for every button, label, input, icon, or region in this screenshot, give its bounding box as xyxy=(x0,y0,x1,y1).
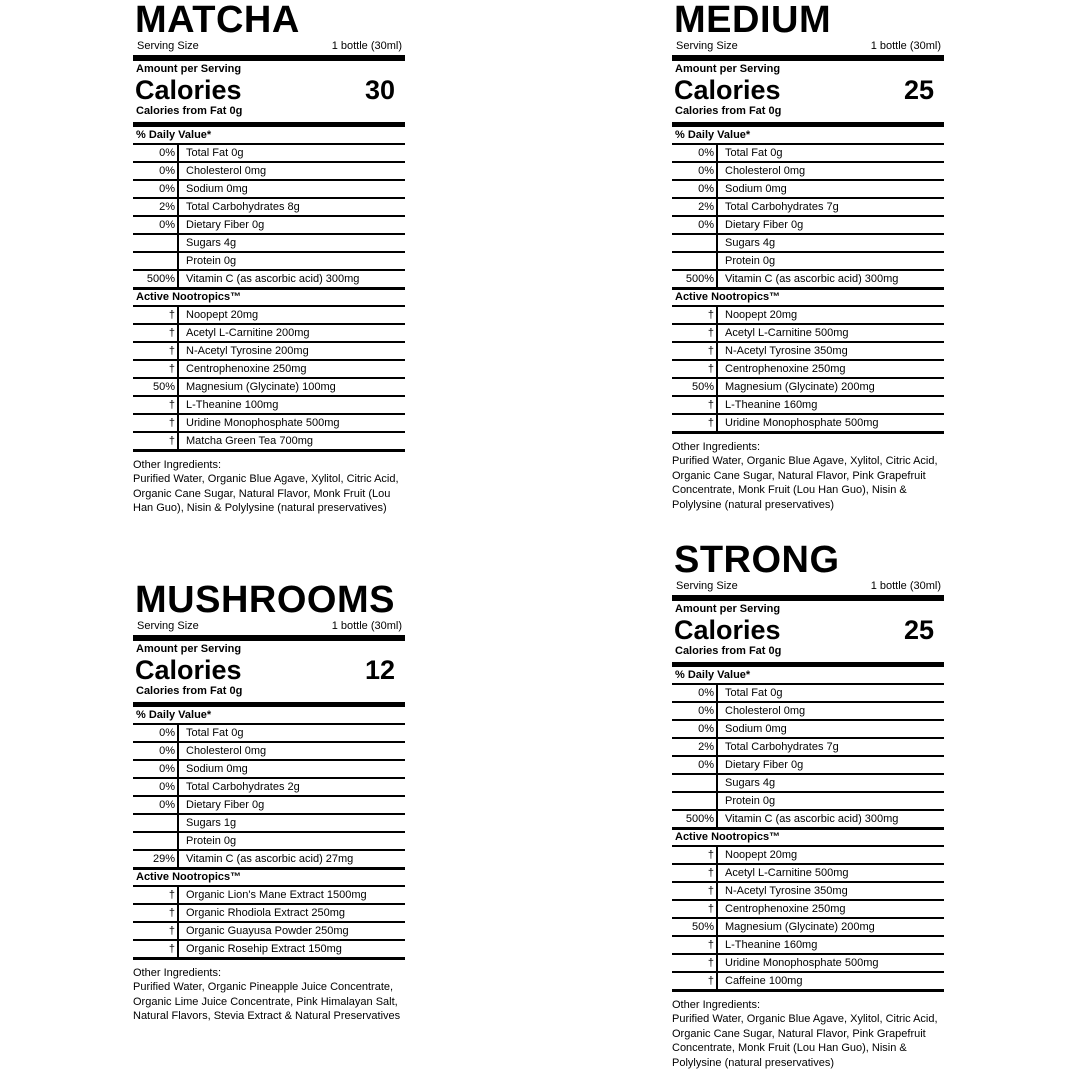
serving-size-value: 1 bottle (30ml) xyxy=(331,620,402,632)
nutrient-row xyxy=(133,199,405,217)
ingredient-name: Total Fat 0g xyxy=(725,147,783,159)
nutrient-row xyxy=(672,721,944,739)
ingredient-name: Centrophenoxine 250mg xyxy=(725,903,846,915)
daily-value-percent: 500% xyxy=(672,811,718,827)
daily-value-percent: † xyxy=(672,307,718,323)
amount-per-serving-label: Amount per Serving xyxy=(136,643,242,655)
daily-value-percent: 50% xyxy=(672,379,718,395)
daily-value-header: % Daily Value* xyxy=(133,707,405,725)
ingredient-name: Acetyl L-Carnitine 500mg xyxy=(725,327,849,339)
daily-value-percent: † xyxy=(672,361,718,377)
nootropic-row xyxy=(672,883,944,901)
daily-value-percent: 50% xyxy=(133,379,179,395)
ingredient-name: Protein 0g xyxy=(725,795,776,807)
nutrient-row xyxy=(133,271,405,290)
ingredient-name: L-Theanine 160mg xyxy=(725,399,818,411)
daily-value-percent: † xyxy=(133,923,179,939)
ingredient-name: Total Fat 0g xyxy=(725,687,783,699)
daily-value-percent: † xyxy=(133,433,179,449)
serving-size-label: Serving Size xyxy=(137,620,199,632)
daily-value-percent: † xyxy=(133,361,179,377)
ingredient-name: Cholesterol 0mg xyxy=(186,745,267,757)
daily-value-percent: † xyxy=(133,887,179,903)
ingredient-name: Acetyl L-Carnitine 500mg xyxy=(725,867,849,879)
daily-value-percent: 29% xyxy=(133,851,179,867)
calories-value: 25 xyxy=(903,615,934,645)
other-ingredients-text: Purified Water, Organic Blue Agave, Xylitol, Citric Acid, Organic Cane Sugar, Natural Flavor, Monk Fruit (Lou Han Guo), Nisin & Polylysine (natural preservatives) xyxy=(133,473,399,514)
daily-value-percent: 500% xyxy=(672,271,718,287)
nootropic-row xyxy=(133,307,405,325)
ingredient-name: Noopept 20mg xyxy=(725,309,798,321)
nootropic-row xyxy=(672,415,944,434)
nootropic-rows xyxy=(672,307,944,434)
serving-size-label: Serving Size xyxy=(676,40,738,52)
daily-value-percent: 0% xyxy=(133,797,179,813)
nutrient-row xyxy=(672,163,944,181)
nutrient-row xyxy=(133,815,405,833)
ingredient-name: Sodium 0mg xyxy=(186,183,248,195)
daily-value-percent: † xyxy=(133,905,179,921)
amount-per-serving-label: Amount per Serving xyxy=(675,63,781,75)
ingredient-name: Sugars 4g xyxy=(725,777,776,789)
nutrient-row xyxy=(672,793,944,811)
ingredient-name: Vitamin C (as ascorbic acid) 300mg xyxy=(725,813,899,825)
nootropics-header: Active Nootropics™ xyxy=(133,870,405,887)
daily-value-header: % Daily Value* xyxy=(133,127,405,145)
daily-value-percent: † xyxy=(672,883,718,899)
nootropic-row xyxy=(133,325,405,343)
nutrient-row xyxy=(133,743,405,761)
daily-value-percent: 0% xyxy=(672,685,718,701)
nutrient-row xyxy=(133,725,405,743)
nutrient-row xyxy=(672,145,944,163)
nootropic-row xyxy=(133,361,405,379)
nootropic-row xyxy=(672,955,944,973)
calories-from-fat: Calories from Fat 0g xyxy=(136,105,243,117)
daily-value-percent xyxy=(133,815,179,831)
nootropic-row xyxy=(672,901,944,919)
other-ingredients-label: Other Ingredients: xyxy=(133,459,222,471)
other-ingredients-text: Purified Water, Organic Blue Agave, Xylitol, Citric Acid, Organic Cane Sugar, Natural Flavor, Pink Grapefruit Concentrate, Monk Fruit (Lou Han Guo), Nisin & Polylysine (natural preservatives) xyxy=(672,1013,938,1069)
panel-title: STRONG xyxy=(674,539,840,581)
daily-value-percent xyxy=(672,793,718,809)
serving-size-value: 1 bottle (30ml) xyxy=(870,40,941,52)
ingredient-name: Protein 0g xyxy=(186,835,237,847)
ingredient-name: Matcha Green Tea 700mg xyxy=(186,435,313,447)
nootropic-row xyxy=(133,343,405,361)
nootropic-row xyxy=(672,919,944,937)
ingredient-name: Dietary Fiber 0g xyxy=(186,219,265,231)
ingredient-name: Cholesterol 0mg xyxy=(725,165,806,177)
daily-value-percent: † xyxy=(133,325,179,341)
ingredient-name: Uridine Monophosphate 500mg xyxy=(725,417,879,429)
nootropic-row xyxy=(672,307,944,325)
nutrient-row xyxy=(672,775,944,793)
calories-label: Calories xyxy=(135,655,242,685)
daily-value-percent: 0% xyxy=(133,725,179,741)
nutrient-row xyxy=(133,797,405,815)
daily-value-percent: † xyxy=(133,941,179,957)
ingredient-name: Sugars 4g xyxy=(186,237,237,249)
ingredient-name: Sodium 0mg xyxy=(186,763,248,775)
nootropic-rows xyxy=(133,307,405,452)
nutrient-row xyxy=(672,199,944,217)
ingredient-name: Noopept 20mg xyxy=(725,849,798,861)
nootropic-row xyxy=(672,343,944,361)
daily-value-percent: † xyxy=(672,955,718,971)
nutrition-panel-medium xyxy=(672,0,944,512)
ingredient-name: Centrophenoxine 250mg xyxy=(725,363,846,375)
nootropic-row xyxy=(133,905,405,923)
ingredient-name: Sodium 0mg xyxy=(725,723,787,735)
nutrient-row xyxy=(672,271,944,290)
nutrient-row xyxy=(672,685,944,703)
nootropic-row xyxy=(133,941,405,960)
daily-value-percent: 0% xyxy=(672,163,718,179)
calories-row xyxy=(672,616,944,645)
ingredient-name: N-Acetyl Tyrosine 350mg xyxy=(725,345,848,357)
nutrient-row xyxy=(133,253,405,271)
ingredient-name: Cholesterol 0mg xyxy=(725,705,806,717)
nutrient-row xyxy=(672,181,944,199)
nutrient-row xyxy=(133,779,405,797)
nootropics-header: Active Nootropics™ xyxy=(133,290,405,307)
daily-value-percent: 0% xyxy=(133,761,179,777)
daily-value-percent: † xyxy=(133,415,179,431)
calories-row xyxy=(133,76,405,105)
nootropics-header: Active Nootropics™ xyxy=(672,830,944,847)
calories-value: 30 xyxy=(364,75,395,105)
serving-size-row xyxy=(133,620,405,635)
daily-value-percent: 0% xyxy=(672,703,718,719)
ingredient-name: Vitamin C (as ascorbic acid) 27mg xyxy=(186,853,354,865)
ingredient-name: L-Theanine 100mg xyxy=(186,399,279,411)
nootropic-row xyxy=(672,973,944,992)
daily-value-percent: 0% xyxy=(133,217,179,233)
ingredient-name: Vitamin C (as ascorbic acid) 300mg xyxy=(725,273,899,285)
nutrient-row xyxy=(672,217,944,235)
nutrient-rows xyxy=(672,145,944,290)
daily-value-percent xyxy=(672,775,718,791)
daily-value-percent: † xyxy=(672,325,718,341)
daily-value-percent: 0% xyxy=(133,181,179,197)
daily-value-percent: 500% xyxy=(133,271,179,287)
serving-size-value: 1 bottle (30ml) xyxy=(870,580,941,592)
daily-value-percent: † xyxy=(672,343,718,359)
nutrient-row xyxy=(672,811,944,830)
nootropic-rows xyxy=(672,847,944,992)
calories-row xyxy=(133,656,405,685)
nutrient-row xyxy=(133,217,405,235)
nootropic-row xyxy=(672,397,944,415)
serving-size-row xyxy=(133,40,405,55)
nutrient-rows xyxy=(672,685,944,830)
ingredient-name: N-Acetyl Tyrosine 350mg xyxy=(725,885,848,897)
amount-per-serving-label: Amount per Serving xyxy=(675,603,781,615)
nutrient-row xyxy=(133,833,405,851)
other-ingredients-label: Other Ingredients: xyxy=(672,441,761,453)
nootropic-row xyxy=(133,379,405,397)
daily-value-percent: 0% xyxy=(672,721,718,737)
nootropic-row xyxy=(672,379,944,397)
daily-value-percent: 0% xyxy=(672,145,718,161)
daily-value-percent: 0% xyxy=(133,779,179,795)
ingredient-name: Noopept 20mg xyxy=(186,309,259,321)
nutrient-row xyxy=(133,851,405,870)
ingredient-name: Protein 0g xyxy=(725,255,776,267)
daily-value-percent: † xyxy=(133,343,179,359)
nootropic-row xyxy=(672,847,944,865)
ingredient-name: Sugars 1g xyxy=(186,817,237,829)
nutrient-row xyxy=(133,761,405,779)
daily-value-percent xyxy=(672,235,718,251)
ingredient-name: Vitamin C (as ascorbic acid) 300mg xyxy=(186,273,360,285)
ingredient-name: Total Carbohydrates 7g xyxy=(725,201,839,213)
nutrient-row xyxy=(133,145,405,163)
nutrient-row xyxy=(672,703,944,721)
nootropic-row xyxy=(672,325,944,343)
ingredient-name: Organic Guayusa Powder 250mg xyxy=(186,925,349,937)
ingredient-name: Magnesium (Glycinate) 100mg xyxy=(186,381,336,393)
nutrient-row xyxy=(133,163,405,181)
ingredient-name: Organic Lion's Mane Extract 1500mg xyxy=(186,889,367,901)
ingredient-name: Organic Rhodiola Extract 250mg xyxy=(186,907,345,919)
nutrition-panel-strong xyxy=(672,540,944,1070)
ingredient-name: Acetyl L-Carnitine 200mg xyxy=(186,327,310,339)
ingredient-name: Dietary Fiber 0g xyxy=(725,219,804,231)
nootropic-row xyxy=(133,923,405,941)
nootropic-row xyxy=(133,433,405,452)
nootropic-row xyxy=(133,887,405,905)
daily-value-percent: † xyxy=(672,901,718,917)
nutrition-panel-mushrooms xyxy=(133,580,405,1024)
daily-value-header: % Daily Value* xyxy=(672,667,944,685)
daily-value-percent: 2% xyxy=(672,199,718,215)
ingredient-name: Magnesium (Glycinate) 200mg xyxy=(725,381,875,393)
daily-value-percent xyxy=(672,253,718,269)
ingredient-name: Sugars 4g xyxy=(725,237,776,249)
daily-value-percent: † xyxy=(672,937,718,953)
nutrient-rows xyxy=(133,145,405,290)
ingredient-name: Sodium 0mg xyxy=(725,183,787,195)
other-ingredients-label: Other Ingredients: xyxy=(133,967,222,979)
serving-size-row xyxy=(672,580,944,595)
daily-value-percent: 0% xyxy=(672,217,718,233)
ingredient-name: Total Fat 0g xyxy=(186,727,244,739)
daily-value-percent: 0% xyxy=(672,757,718,773)
calories-label: Calories xyxy=(135,75,242,105)
daily-value-percent: 0% xyxy=(672,181,718,197)
daily-value-percent: 2% xyxy=(672,739,718,755)
daily-value-percent: † xyxy=(672,847,718,863)
daily-value-percent: 0% xyxy=(133,743,179,759)
panel-title: MATCHA xyxy=(135,0,300,41)
calories-value: 25 xyxy=(903,75,934,105)
daily-value-percent: † xyxy=(672,973,718,989)
nutrient-row xyxy=(672,757,944,775)
calories-from-fat: Calories from Fat 0g xyxy=(675,105,782,117)
nutrition-panel-matcha xyxy=(133,0,405,516)
ingredient-name: Total Carbohydrates 7g xyxy=(725,741,839,753)
nootropic-row xyxy=(133,415,405,433)
ingredient-name: N-Acetyl Tyrosine 200mg xyxy=(186,345,309,357)
ingredient-name: L-Theanine 160mg xyxy=(725,939,818,951)
ingredient-name: Dietary Fiber 0g xyxy=(725,759,804,771)
daily-value-percent xyxy=(133,253,179,269)
daily-value-percent: 50% xyxy=(672,919,718,935)
daily-value-percent xyxy=(133,235,179,251)
nutrient-rows xyxy=(133,725,405,870)
nutrient-row xyxy=(672,235,944,253)
ingredient-name: Uridine Monophosphate 500mg xyxy=(186,417,340,429)
serving-size-label: Serving Size xyxy=(676,580,738,592)
ingredient-name: Protein 0g xyxy=(186,255,237,267)
calories-row xyxy=(672,76,944,105)
nootropics-header: Active Nootropics™ xyxy=(672,290,944,307)
ingredient-name: Uridine Monophosphate 500mg xyxy=(725,957,879,969)
ingredient-name: Total Carbohydrates 8g xyxy=(186,201,300,213)
daily-value-percent: 0% xyxy=(133,145,179,161)
calories-label: Calories xyxy=(674,75,781,105)
nootropic-row xyxy=(672,865,944,883)
daily-value-percent: † xyxy=(672,865,718,881)
daily-value-percent: † xyxy=(133,397,179,413)
calories-from-fat: Calories from Fat 0g xyxy=(136,685,243,697)
ingredient-name: Total Carbohydrates 2g xyxy=(186,781,300,793)
nootropic-rows xyxy=(133,887,405,960)
ingredient-name: Caffeine 100mg xyxy=(725,975,803,987)
daily-value-percent: 0% xyxy=(133,163,179,179)
nutrient-row xyxy=(133,181,405,199)
amount-per-serving-label: Amount per Serving xyxy=(136,63,242,75)
nootropic-row xyxy=(133,397,405,415)
other-ingredients-text: Purified Water, Organic Blue Agave, Xylitol, Citric Acid, Organic Cane Sugar, Natural Flavor, Pink Grapefruit Concentrate, Monk Fruit (Lou Han Guo), Nisin & Polylysine (natural preservatives) xyxy=(672,455,938,511)
ingredient-name: Total Fat 0g xyxy=(186,147,244,159)
daily-value-percent xyxy=(133,833,179,849)
daily-value-percent: 2% xyxy=(133,199,179,215)
nootropic-row xyxy=(672,937,944,955)
daily-value-percent: † xyxy=(672,415,718,431)
panel-title: MEDIUM xyxy=(674,0,832,41)
nutrient-row xyxy=(133,235,405,253)
ingredient-name: Centrophenoxine 250mg xyxy=(186,363,307,375)
nootropic-row xyxy=(672,361,944,379)
other-ingredients-label: Other Ingredients: xyxy=(672,999,761,1011)
serving-size-value: 1 bottle (30ml) xyxy=(331,40,402,52)
ingredient-name: Dietary Fiber 0g xyxy=(186,799,265,811)
daily-value-percent: † xyxy=(672,397,718,413)
calories-value: 12 xyxy=(364,655,395,685)
nutrient-row xyxy=(672,739,944,757)
ingredient-name: Magnesium (Glycinate) 200mg xyxy=(725,921,875,933)
serving-size-row xyxy=(672,40,944,55)
panel-title: MUSHROOMS xyxy=(135,579,395,621)
calories-from-fat: Calories from Fat 0g xyxy=(675,645,782,657)
daily-value-header: % Daily Value* xyxy=(672,127,944,145)
nutrient-row xyxy=(672,253,944,271)
daily-value-percent: † xyxy=(133,307,179,323)
other-ingredients-text: Purified Water, Organic Pineapple Juice Concentrate, Organic Lime Juice Concentrate, Pink Himalayan Salt, Natural Flavors, Stevia Extract & Natural Preservatives xyxy=(133,981,401,1022)
ingredient-name: Cholesterol 0mg xyxy=(186,165,267,177)
calories-label: Calories xyxy=(674,615,781,645)
ingredient-name: Organic Rosehip Extract 150mg xyxy=(186,943,342,955)
serving-size-label: Serving Size xyxy=(137,40,199,52)
